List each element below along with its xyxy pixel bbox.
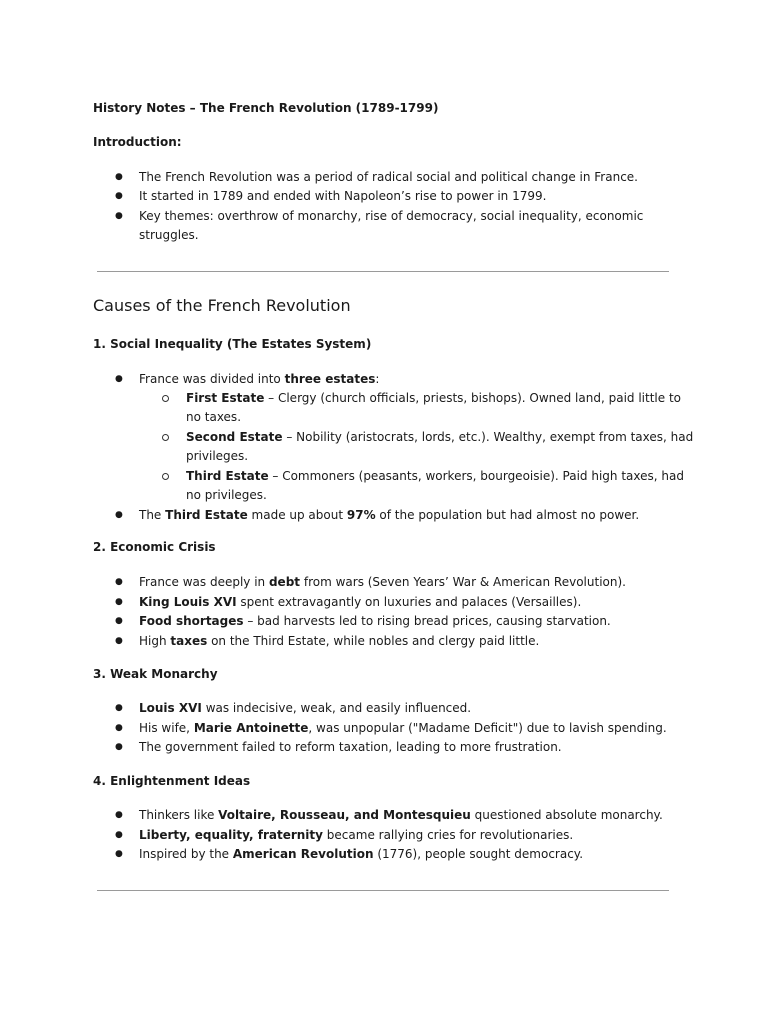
bullet-dot: ● xyxy=(115,810,123,820)
marie-antoinette-item: His wife, Marie Antoinette, was unpopular ("Madame Deficit") due to lavish spending. xyxy=(139,721,667,735)
american-revolution-item: Inspired by the American Revolution (1776), people sought democracy. xyxy=(139,847,584,861)
bullet-dot: ● xyxy=(115,636,123,646)
bullet-dot: ● xyxy=(115,616,123,626)
intro-item-3-cont: struggles. xyxy=(139,228,199,242)
bullet-dot: ● xyxy=(115,723,123,733)
bullet-dot: ● xyxy=(115,742,123,752)
estates-item: France was divided into three estates: xyxy=(139,372,380,386)
debt-item: France was deeply in debt from wars (Seven Years’ War & American Revolution). xyxy=(139,575,626,589)
taxes-item: High taxes on the Third Estate, while nobles and clergy paid little. xyxy=(139,634,540,648)
food-shortages-item: Food shortages – bad harvests led to rising bread prices, causing starvation. xyxy=(139,614,611,628)
introduction-heading: Introduction: xyxy=(93,135,182,149)
bullet-dot: ● xyxy=(115,172,123,182)
bullet-dot: ● xyxy=(115,191,123,201)
sub-bullet-circle xyxy=(162,473,169,480)
bullet-dot: ● xyxy=(115,830,123,840)
first-estate-cont: no taxes. xyxy=(186,410,242,424)
louis-spending-item: King Louis XVI spent extravagantly on luxuries and palaces (Versailles). xyxy=(139,595,582,609)
third-estate-item: Third Estate – Commoners (peasants, workers, bourgeoisie). Paid high taxes, had xyxy=(186,469,684,483)
horizontal-rule xyxy=(97,271,669,272)
taxation-reform-item: The government failed to reform taxation, leading to more frustration. xyxy=(139,740,562,754)
bullet-dot: ● xyxy=(115,211,123,221)
liberty-item: Liberty, equality, fraternity became rallying cries for revolutionaries. xyxy=(139,828,574,842)
horizontal-rule xyxy=(97,890,669,891)
enlightenment-heading: 4. Enlightenment Ideas xyxy=(93,774,251,788)
bullet-dot: ● xyxy=(115,510,123,520)
document-title: History Notes – The French Revolution (1789-1799) xyxy=(93,101,439,115)
bullet-dot: ● xyxy=(115,597,123,607)
first-estate-item: First Estate – Clergy (church officials, priests, bishops). Owned land, paid little to xyxy=(186,391,681,405)
weak-monarchy-heading: 3. Weak Monarchy xyxy=(93,667,218,681)
second-estate-item: Second Estate – Nobility (aristocrats, lords, etc.). Wealthy, exempt from taxes, had xyxy=(186,430,694,444)
section-title: Causes of the French Revolution xyxy=(93,296,351,315)
bullet-dot: ● xyxy=(115,703,123,713)
louis-indecisive-item: Louis XVI was indecisive, weak, and easily influenced. xyxy=(139,701,472,715)
intro-item-3: Key themes: overthrow of monarchy, rise of democracy, social inequality, economic xyxy=(139,209,644,223)
population-item: The Third Estate made up about 97% of the population but had almost no power. xyxy=(139,508,640,522)
sub-bullet-circle xyxy=(162,434,169,441)
intro-item-1: The French Revolution was a period of radical social and political change in France. xyxy=(139,170,638,184)
second-estate-cont: privileges. xyxy=(186,449,249,463)
bullet-dot: ● xyxy=(115,849,123,859)
intro-item-2: It started in 1789 and ended with Napoleon’s rise to power in 1799. xyxy=(139,189,547,203)
economic-crisis-heading: 2. Economic Crisis xyxy=(93,540,216,554)
thinkers-item: Thinkers like Voltaire, Rousseau, and Montesquieu questioned absolute monarchy. xyxy=(139,808,663,822)
third-estate-cont: no privileges. xyxy=(186,488,267,502)
bullet-dot: ● xyxy=(115,374,123,384)
sub-bullet-circle xyxy=(162,395,169,402)
social-inequality-heading: 1. Social Inequality (The Estates System) xyxy=(93,337,372,351)
bullet-dot: ● xyxy=(115,577,123,587)
